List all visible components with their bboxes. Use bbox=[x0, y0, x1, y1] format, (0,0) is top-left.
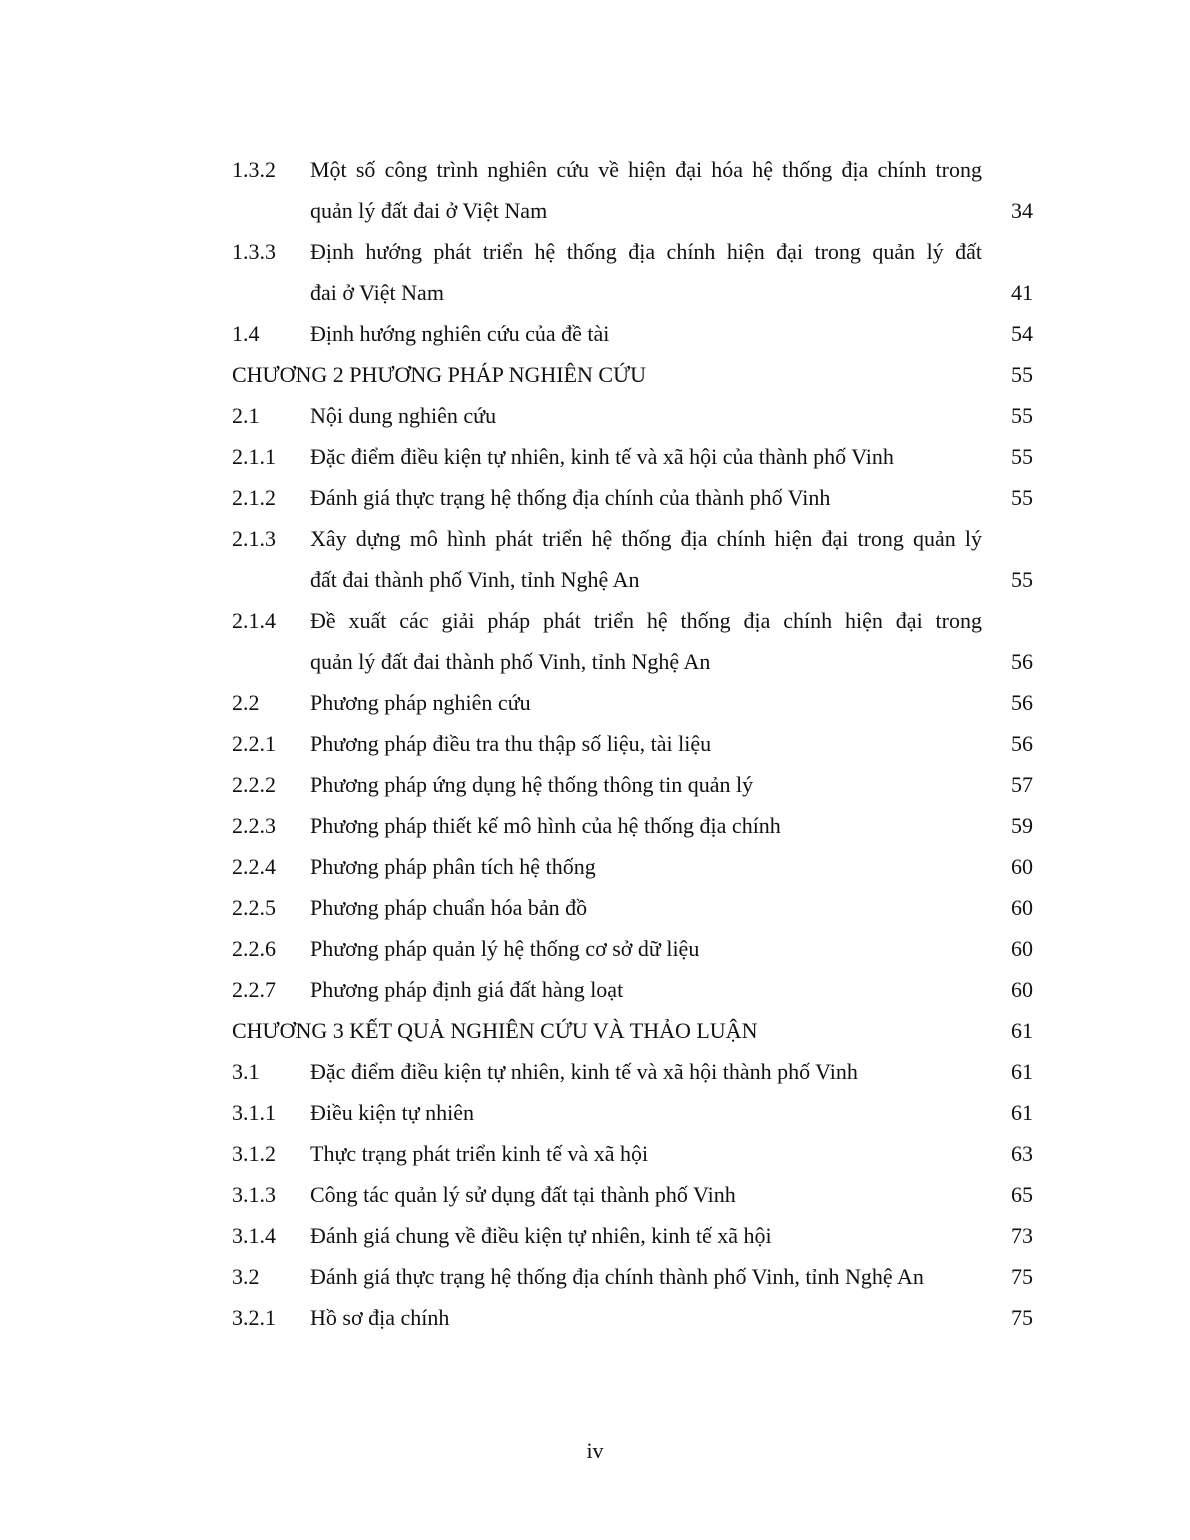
toc-entry-row bbox=[0, 1133, 1190, 1174]
toc-entry-row bbox=[0, 928, 1190, 969]
toc-entry-row bbox=[0, 395, 1190, 436]
toc-entry-row bbox=[0, 682, 1190, 723]
section-title: Đặc điểm điều kiện tự nhiên, kinh tế và xã hội của thành phố Vinh bbox=[310, 444, 894, 469]
toc-entry-row bbox=[0, 436, 1190, 477]
section-number: 2.2.5 bbox=[232, 895, 276, 920]
section-number: 1.3.2 bbox=[232, 157, 276, 182]
section-number: 3.1.3 bbox=[232, 1182, 276, 1207]
section-title: Đề xuất các giải pháp phát triển hệ thống địa chính hiện đại trong bbox=[310, 608, 982, 633]
section-title: Công tác quản lý sử dụng đất tại thành phố Vinh bbox=[310, 1182, 736, 1207]
page-number: 63 bbox=[1011, 1141, 1033, 1166]
section-title: Phương pháp nghiên cứu bbox=[310, 690, 531, 715]
section-title: Đặc điểm điều kiện tự nhiên, kinh tế và xã hội thành phố Vinh bbox=[310, 1059, 858, 1084]
page-number: 56 bbox=[1011, 731, 1033, 756]
section-number: 3.1.4 bbox=[232, 1223, 276, 1248]
section-title: Xây dựng mô hình phát triển hệ thống địa chính hiện đại trong quản lý bbox=[310, 526, 982, 551]
toc-entry-continuation bbox=[0, 272, 1190, 313]
page-number: 56 bbox=[1011, 690, 1033, 715]
page-number: 60 bbox=[1011, 854, 1033, 879]
toc-entry-row bbox=[0, 477, 1190, 518]
toc-entry-row bbox=[0, 1297, 1190, 1338]
toc-chapter-row bbox=[0, 354, 1190, 395]
toc-entry-row bbox=[0, 149, 1190, 190]
section-number: 2.1.2 bbox=[232, 485, 276, 510]
section-title: Đánh giá thực trạng hệ thống địa chính thành phố Vinh, tỉnh Nghệ An bbox=[310, 1264, 924, 1289]
toc-entry-row bbox=[0, 969, 1190, 1010]
page-number-footer: iv bbox=[586, 1438, 604, 1463]
section-number: 2.2.2 bbox=[232, 772, 276, 797]
section-title: Định hướng nghiên cứu của đề tài bbox=[310, 321, 610, 346]
section-title: Một số công trình nghiên cứu về hiện đại hóa hệ thống địa chính trong bbox=[310, 157, 982, 182]
section-number: 2.2.7 bbox=[232, 977, 276, 1002]
page-number: 55 bbox=[1011, 444, 1033, 469]
section-number: 2.2.4 bbox=[232, 854, 276, 879]
section-title: đai ở Việt Nam bbox=[310, 280, 444, 305]
toc-entry-row bbox=[0, 313, 1190, 354]
toc-entry-row bbox=[0, 518, 1190, 559]
toc-entry-row bbox=[0, 846, 1190, 887]
section-title: Đánh giá chung về điều kiện tự nhiên, kinh tế xã hội bbox=[310, 1223, 772, 1248]
section-title: Phương pháp chuẩn hóa bản đồ bbox=[310, 895, 588, 920]
page-number: 57 bbox=[1011, 772, 1033, 797]
page-number: 75 bbox=[1011, 1264, 1033, 1289]
section-title: Phương pháp quản lý hệ thống cơ sở dữ liệu bbox=[310, 936, 700, 961]
toc-entry-continuation bbox=[0, 559, 1190, 600]
page-number: 73 bbox=[1011, 1223, 1033, 1248]
section-title: Phương pháp ứng dụng hệ thống thông tin quản lý bbox=[310, 772, 754, 797]
section-title: đất đai thành phố Vinh, tỉnh Nghệ An bbox=[310, 567, 640, 592]
section-title: quản lý đất đai ở Việt Nam bbox=[310, 198, 548, 223]
page-number: 41 bbox=[1011, 280, 1033, 305]
page-number: 59 bbox=[1011, 813, 1033, 838]
section-number: 1.4 bbox=[232, 321, 260, 346]
section-number: 2.2.6 bbox=[232, 936, 276, 961]
section-number: 2.1 bbox=[232, 403, 260, 428]
toc-chapter-row bbox=[0, 1010, 1190, 1051]
toc-entry-row bbox=[0, 805, 1190, 846]
page-number: 54 bbox=[1011, 321, 1033, 346]
toc-entry-row bbox=[0, 600, 1190, 641]
page-number: 55 bbox=[1011, 362, 1033, 387]
table-of-contents bbox=[0, 149, 1190, 1338]
toc-entry-row bbox=[0, 1174, 1190, 1215]
section-title: quản lý đất đai thành phố Vinh, tỉnh Nghệ An bbox=[310, 649, 711, 674]
section-number: 2.2 bbox=[232, 690, 260, 715]
chapter-heading: CHƯƠNG 3 KẾT QUẢ NGHIÊN CỨU VÀ THẢO LUẬN bbox=[232, 1018, 758, 1043]
page-number: 61 bbox=[1011, 1059, 1033, 1084]
section-title: Đánh giá thực trạng hệ thống địa chính của thành phố Vinh bbox=[310, 485, 831, 510]
toc-entry-row bbox=[0, 1215, 1190, 1256]
page-number: 61 bbox=[1011, 1100, 1033, 1125]
section-title: Thực trạng phát triển kinh tế và xã hội bbox=[310, 1141, 649, 1166]
toc-entry-row bbox=[0, 1051, 1190, 1092]
section-number: 1.3.3 bbox=[232, 239, 276, 264]
page-number: 65 bbox=[1011, 1182, 1033, 1207]
section-title: Phương pháp thiết kế mô hình của hệ thống địa chính bbox=[310, 813, 781, 838]
section-number: 2.2.1 bbox=[232, 731, 276, 756]
section-title: Phương pháp phân tích hệ thống bbox=[310, 854, 596, 879]
section-title: Phương pháp điều tra thu thập số liệu, tài liệu bbox=[310, 731, 712, 756]
section-number: 3.1 bbox=[232, 1059, 260, 1084]
page-number: 56 bbox=[1011, 649, 1033, 674]
section-number: 2.1.3 bbox=[232, 526, 276, 551]
section-number: 3.2.1 bbox=[232, 1305, 276, 1330]
page-number: 34 bbox=[1011, 198, 1033, 223]
section-number: 3.1.1 bbox=[232, 1100, 276, 1125]
toc-entry-row bbox=[0, 1092, 1190, 1133]
section-title: Hồ sơ địa chính bbox=[310, 1305, 450, 1330]
page-number: 60 bbox=[1011, 895, 1033, 920]
toc-entry-continuation bbox=[0, 641, 1190, 682]
toc-entry-row bbox=[0, 764, 1190, 805]
toc-entry-row bbox=[0, 723, 1190, 764]
page-number: 60 bbox=[1011, 936, 1033, 961]
section-title: Phương pháp định giá đất hàng loạt bbox=[310, 977, 624, 1002]
page-number: 60 bbox=[1011, 977, 1033, 1002]
section-title: Định hướng phát triển hệ thống địa chính hiện đại trong quản lý đất bbox=[310, 239, 982, 264]
toc-entry-row bbox=[0, 1256, 1190, 1297]
section-title: Nội dung nghiên cứu bbox=[310, 403, 497, 428]
section-number: 2.2.3 bbox=[232, 813, 276, 838]
chapter-heading: CHƯƠNG 2 PHƯƠNG PHÁP NGHIÊN CỨU bbox=[232, 362, 647, 387]
toc-entry-row bbox=[0, 231, 1190, 272]
section-number: 3.1.2 bbox=[232, 1141, 276, 1166]
section-number: 3.2 bbox=[232, 1264, 260, 1289]
toc-entry-continuation bbox=[0, 190, 1190, 231]
page-number: 61 bbox=[1011, 1018, 1033, 1043]
section-number: 2.1.4 bbox=[232, 608, 276, 633]
page-number: 55 bbox=[1011, 403, 1033, 428]
section-number: 2.1.1 bbox=[232, 444, 276, 469]
section-title: Điều kiện tự nhiên bbox=[310, 1100, 475, 1125]
page-number: 55 bbox=[1011, 485, 1033, 510]
toc-entry-row bbox=[0, 887, 1190, 928]
page-number: 55 bbox=[1011, 567, 1033, 592]
page-number: 75 bbox=[1011, 1305, 1033, 1330]
